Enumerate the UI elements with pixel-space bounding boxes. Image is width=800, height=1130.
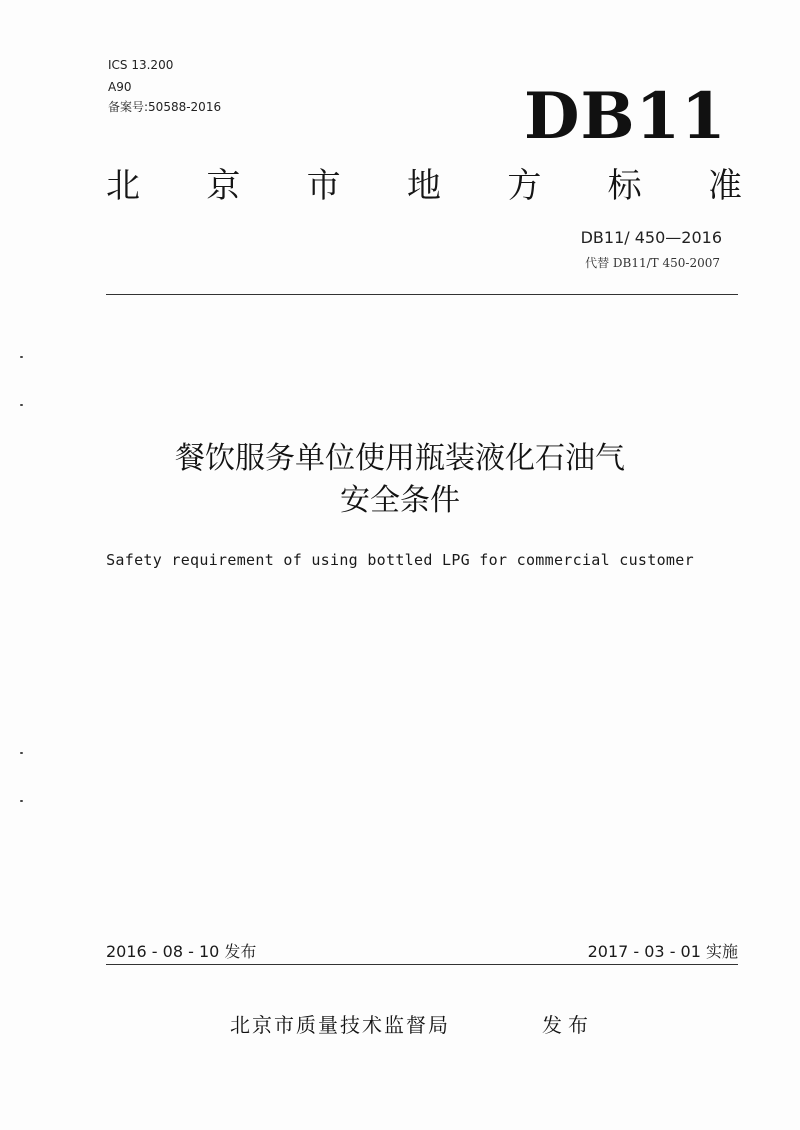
footer-divider — [106, 964, 738, 965]
scan-speck — [20, 800, 23, 802]
standard-type-char: 方 — [507, 166, 542, 206]
issuer: 北京市质量技术监督局 — [230, 1013, 450, 1037]
standard-type-char: 市 — [306, 166, 341, 206]
replaces-note: 代替 DB11/T 450-2007 — [585, 256, 720, 270]
category-code: A90 — [108, 80, 132, 94]
db-logo: DB11 — [524, 79, 727, 154]
standard-type-char: 标 — [607, 166, 642, 206]
title-cn-line1: 餐饮服务单位使用瓶装液化石油气 — [175, 441, 625, 476]
title-en: Safety requirement of using bottled LPG for commercial customer — [106, 551, 694, 569]
standard-number: DB11/ 450—2016 — [580, 228, 722, 247]
publish-date: 2016 - 08 - 10 发布 — [106, 942, 257, 961]
header-divider — [106, 294, 738, 295]
effective-date: 2017 - 03 - 01 实施 — [587, 942, 738, 961]
issue-word: 发布 — [542, 1013, 594, 1037]
ics-code: ICS 13.200 — [108, 58, 174, 72]
standard-type-char: 京 — [206, 166, 241, 206]
standard-type-char: 准 — [707, 166, 742, 206]
scan-speck — [20, 356, 23, 358]
scan-speck — [20, 752, 23, 754]
title-cn-line2: 安全条件 — [340, 483, 460, 518]
filing-number: 备案号:50588-2016 — [108, 100, 222, 114]
standard-type-char: 地 — [406, 166, 441, 206]
standard-type-char: 北 — [106, 166, 140, 206]
standard-type — [106, 164, 742, 208]
scan-speck — [20, 404, 23, 406]
